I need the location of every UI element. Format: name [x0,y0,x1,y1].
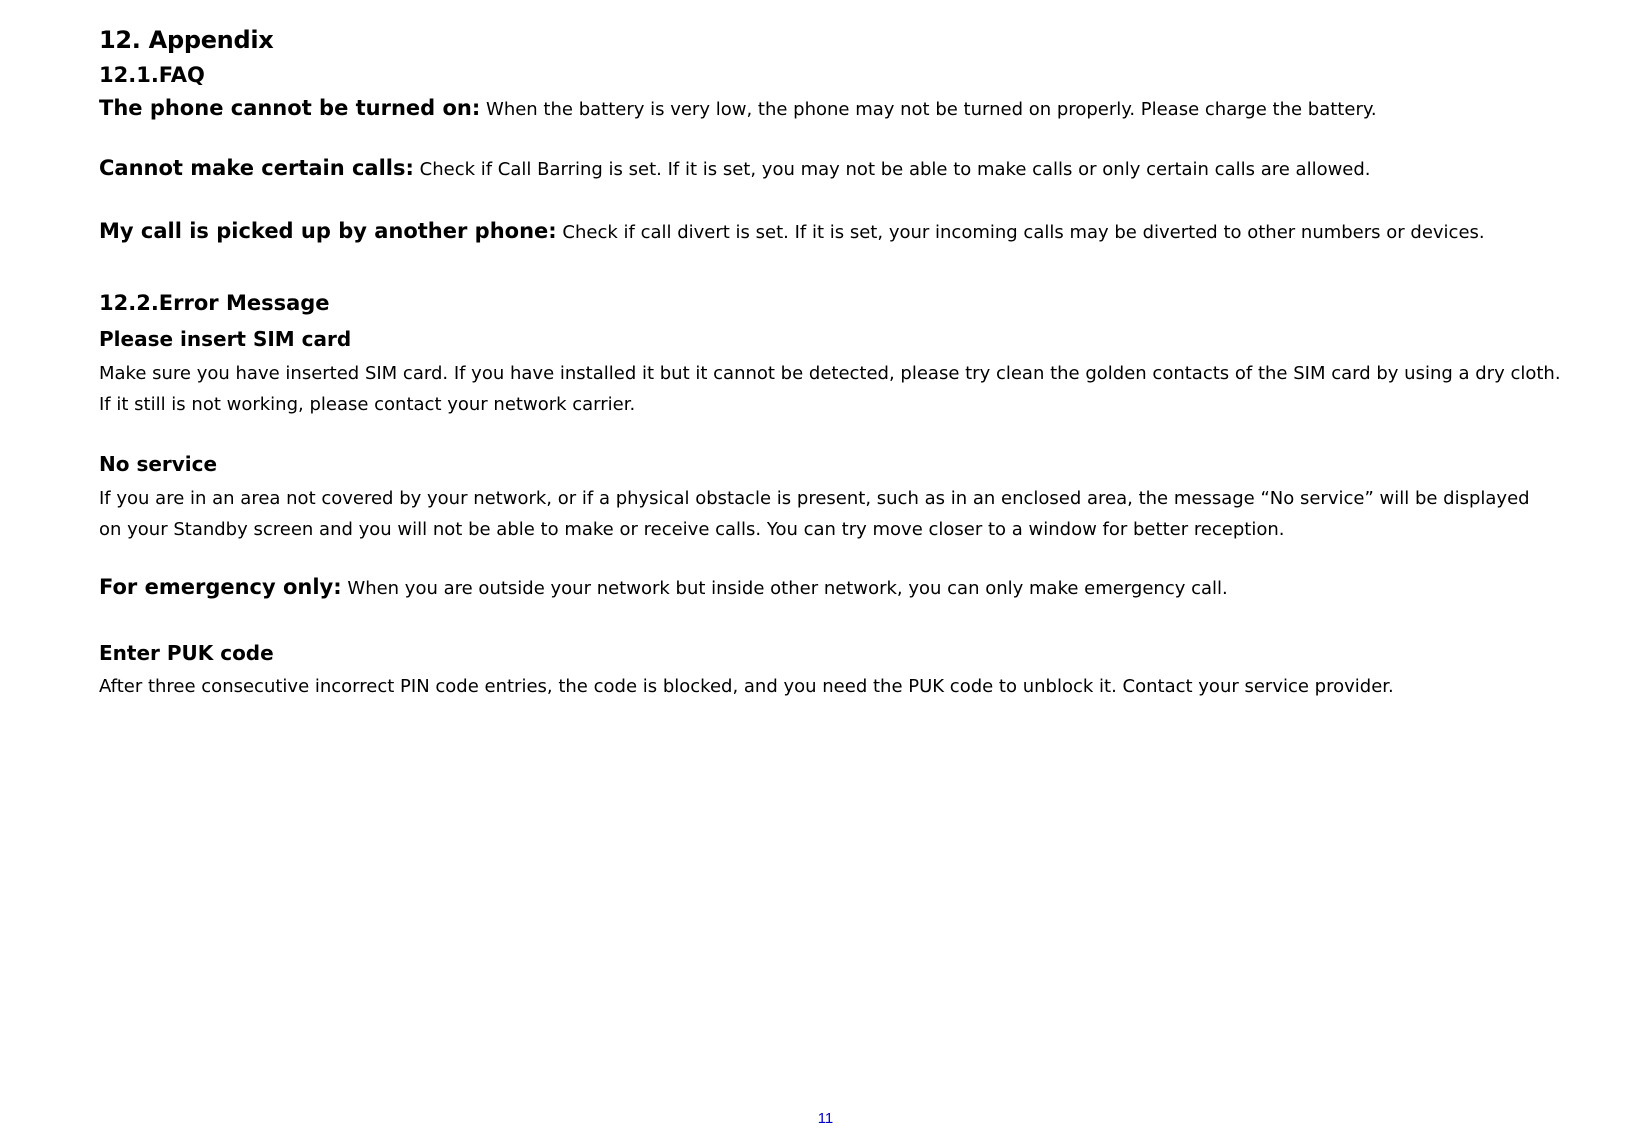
no-service-text-line2: on your Standby screen and you will not be able to make or receive calls. You can try move closer to a window for better reception. [99,519,1285,540]
faq-question: The phone cannot be turned on: [99,96,481,120]
faq-question: Cannot make certain calls: [99,156,414,180]
faq-item [99,218,1485,246]
sim-card-title: Please insert SIM card [99,327,352,351]
faq-item [99,155,1371,183]
error-message-heading: 12.2.Error Message [99,291,330,315]
faq-item [99,95,1377,123]
faq-answer: Check if call divert is set. If it is set, your incoming calls may be diverted to other numbers or devices. [562,222,1485,243]
no-service-text-line1: If you are in an area not covered by your network, or if a physical obstacle is present, such as in an enclosed area, the message “No service” will be displayed [99,488,1530,509]
faq-question: My call is picked up by another phone: [99,219,557,243]
emergency-title: For emergency only: [99,575,342,599]
sim-card-text-line1: Make sure you have inserted SIM card. If you have installed it but it cannot be detected, please try clean the golden contacts of the SIM card by using a dry cloth. [99,363,1561,384]
faq-heading: 12.1.FAQ [99,63,205,87]
sim-card-text-line2: If it still is not working, please contact your network carrier. [99,394,636,415]
emergency-text: When you are outside your network but inside other network, you can only make emergency call. [347,578,1228,599]
no-service-title: No service [99,452,218,476]
appendix-heading: 12. Appendix [99,26,274,54]
faq-answer: Check if Call Barring is set. If it is set, you may not be able to make calls or only certain calls are allowed. [419,159,1371,180]
faq-answer: When the battery is very low, the phone may not be turned on properly. Please charge the battery. [486,99,1377,120]
puk-code-title: Enter PUK code [99,641,274,665]
emergency-item [99,574,1228,602]
page-number: 11 [817,1110,834,1127]
puk-code-text: After three consecutive incorrect PIN code entries, the code is blocked, and you need the PUK code to unblock it. Contact your service provider. [99,676,1394,697]
